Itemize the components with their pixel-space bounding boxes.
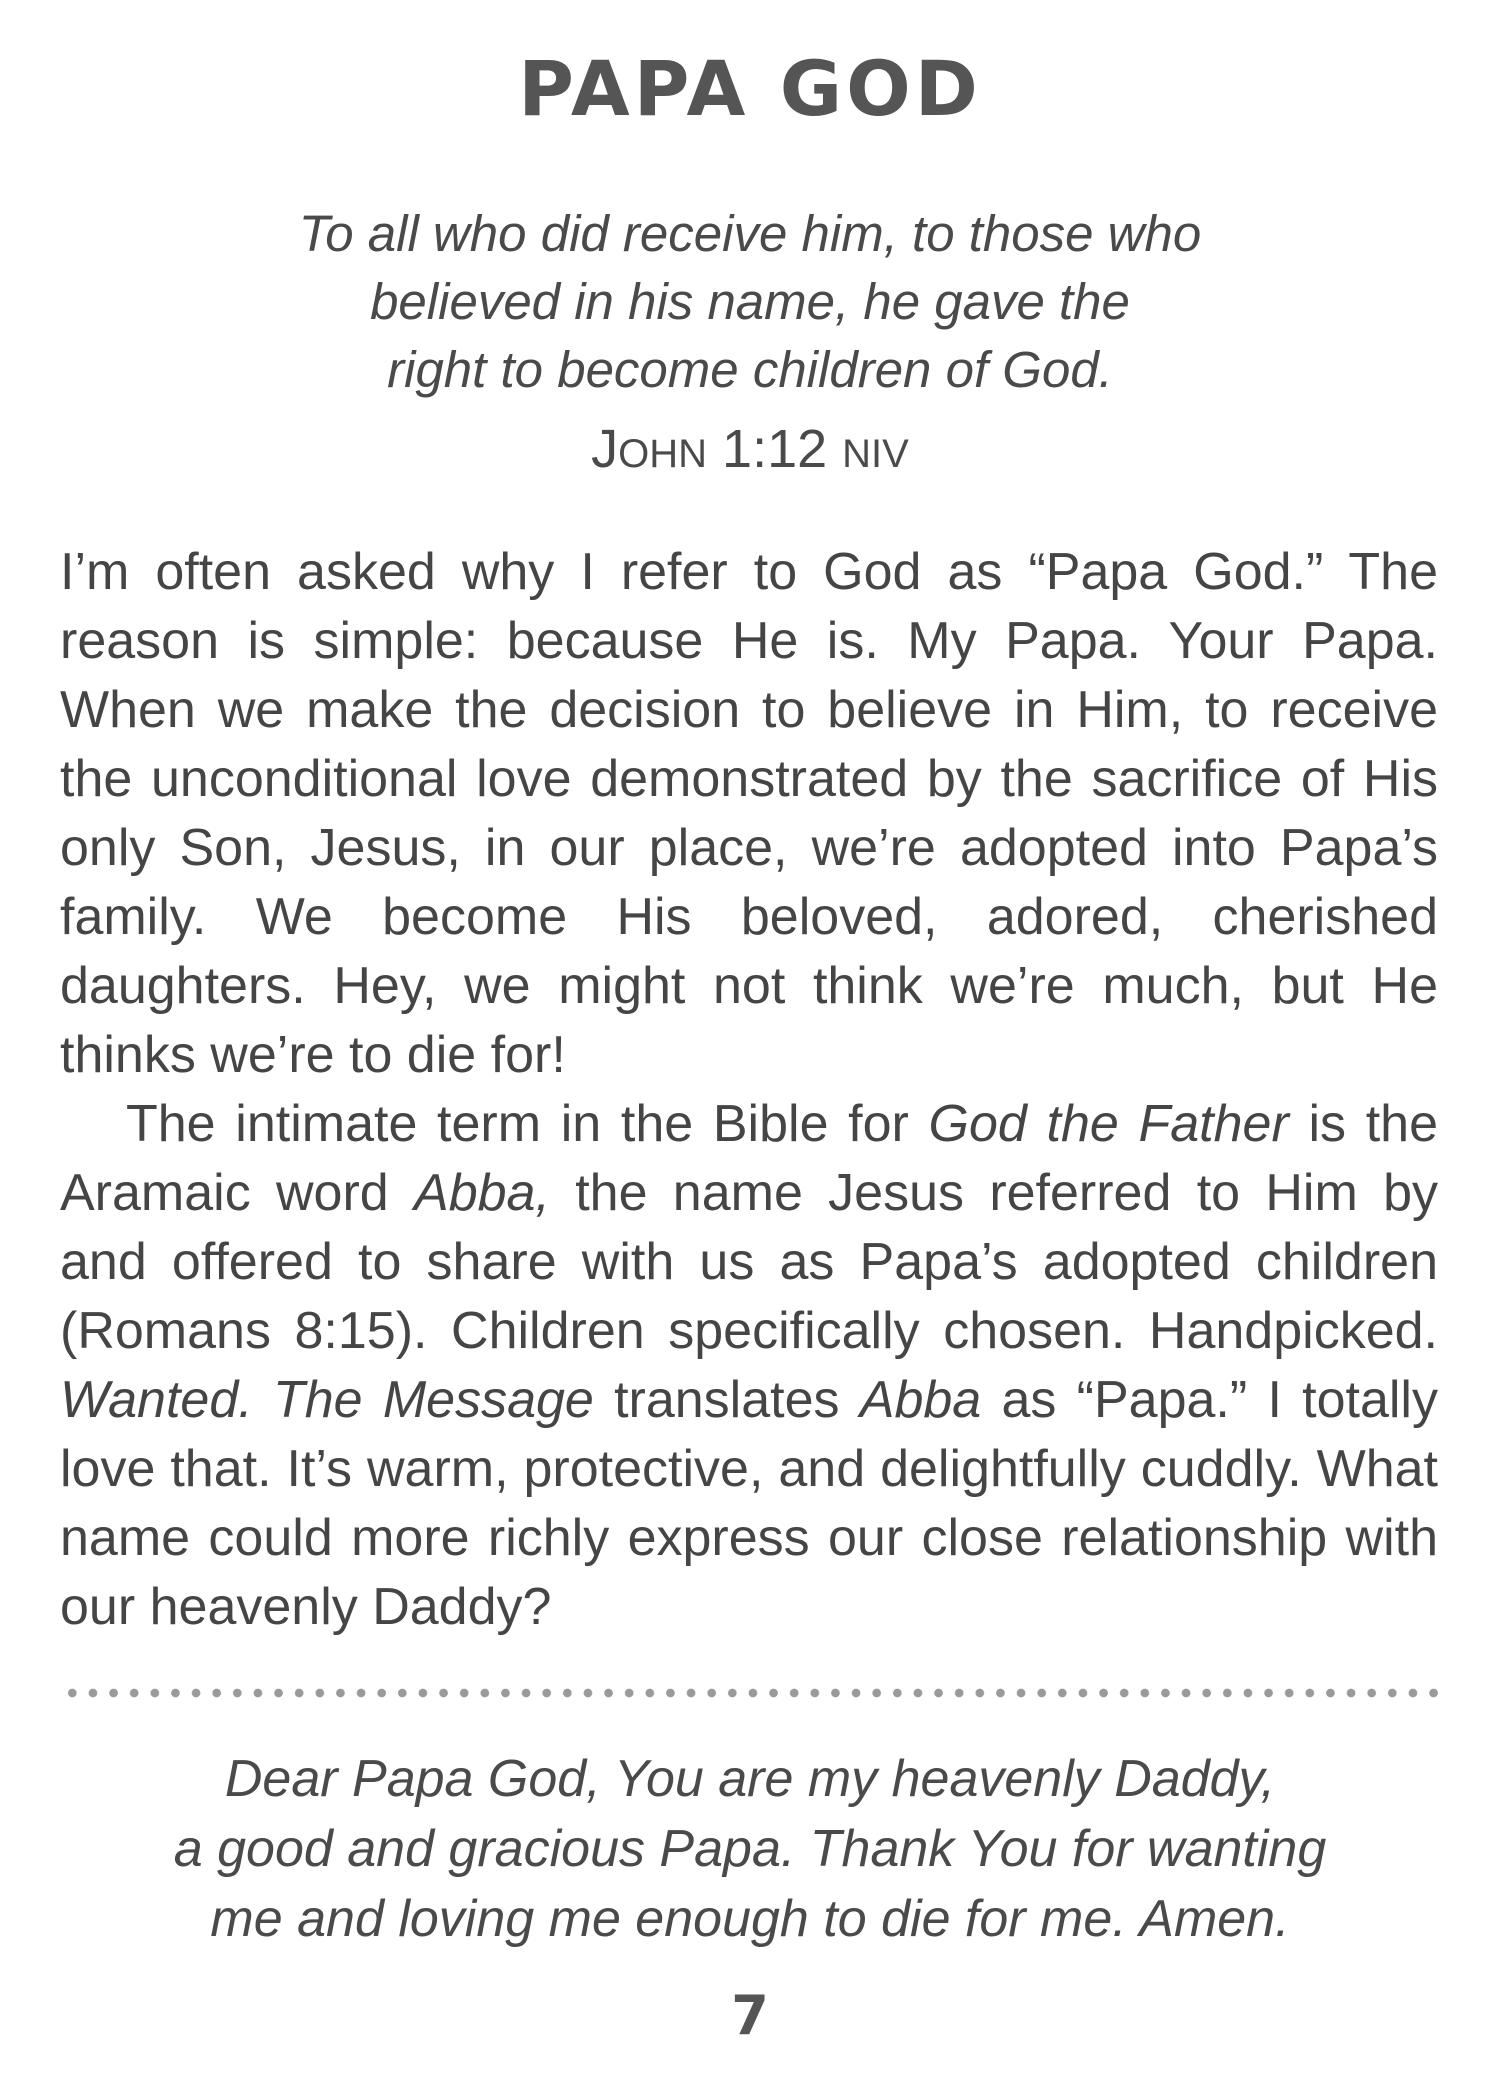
paragraph-2-italic-3: Wanted. The Message — [60, 1371, 594, 1429]
paragraph-2-italic-1: God the Father — [928, 1095, 1289, 1153]
paragraph-2-text-5: as “Papa.” I totally love that. It’s warm, protective, and delightfully cuddly. What name could more richly express our close relationship with our heavenly Daddy? — [60, 1371, 1438, 1636]
paragraph-2-text-1: The intimate term in the Bible for — [126, 1095, 929, 1153]
reference-version: NIV — [842, 432, 909, 476]
epigraph-line: believed in his name, he gave the — [370, 273, 1130, 330]
paragraph-2-text-4: translates — [593, 1371, 860, 1429]
devotional-body — [60, 538, 1438, 1642]
paragraph-2-text-3: the name Jesus referred to Him by and offered to share with us as Papa’s adopted children (Romans 8:15). Children specifically chosen. Handpicked. — [60, 1164, 1439, 1360]
page-number: 7 — [731, 1984, 769, 2047]
paragraph-2-italic-4: Abba — [859, 1371, 982, 1429]
prayer-text — [60, 1744, 1440, 1954]
scripture-reference — [0, 418, 1500, 480]
paragraph-2-italic-2: Abba, — [414, 1164, 550, 1222]
reference-book-rest: OHN — [618, 432, 708, 476]
epigraph-line: right to become children of God. — [387, 341, 1113, 398]
body-paragraph-2 — [60, 1090, 1438, 1642]
body-paragraph-1: I’m often asked why I refer to God as “Papa God.” The reason is simple: because He is. My Papa. Your Papa. When we make the decision to believe in Him, to receive the unconditional love demonstrated by the sacrifice of His only Son, Jesus, in our place, we’re adopted into Papa’s family. We become His beloved, adored, cherished daughters. Hey, we might not think we’re much, but He thinks we’re to die for! — [60, 543, 1438, 1084]
prayer-line: me and loving me enough to die for me. Amen. — [210, 1890, 1290, 1948]
prayer-line: Dear Papa God, You are my heavenly Daddy, — [224, 1750, 1276, 1808]
paragraph-2-text-2: is the Aramaic word — [60, 1095, 1438, 1222]
page-title: PAPA GOD — [518, 44, 982, 133]
reference-verse: 1:12 — [722, 419, 828, 479]
dotted-divider — [62, 1686, 1438, 1700]
epigraph-quote — [150, 200, 1350, 404]
reference-book-initial: J — [591, 419, 619, 479]
prayer-line: a good and gracious Papa. Thank You for wanting — [173, 1820, 1327, 1878]
epigraph-line: To all who did receive him, to those who — [298, 205, 1202, 262]
